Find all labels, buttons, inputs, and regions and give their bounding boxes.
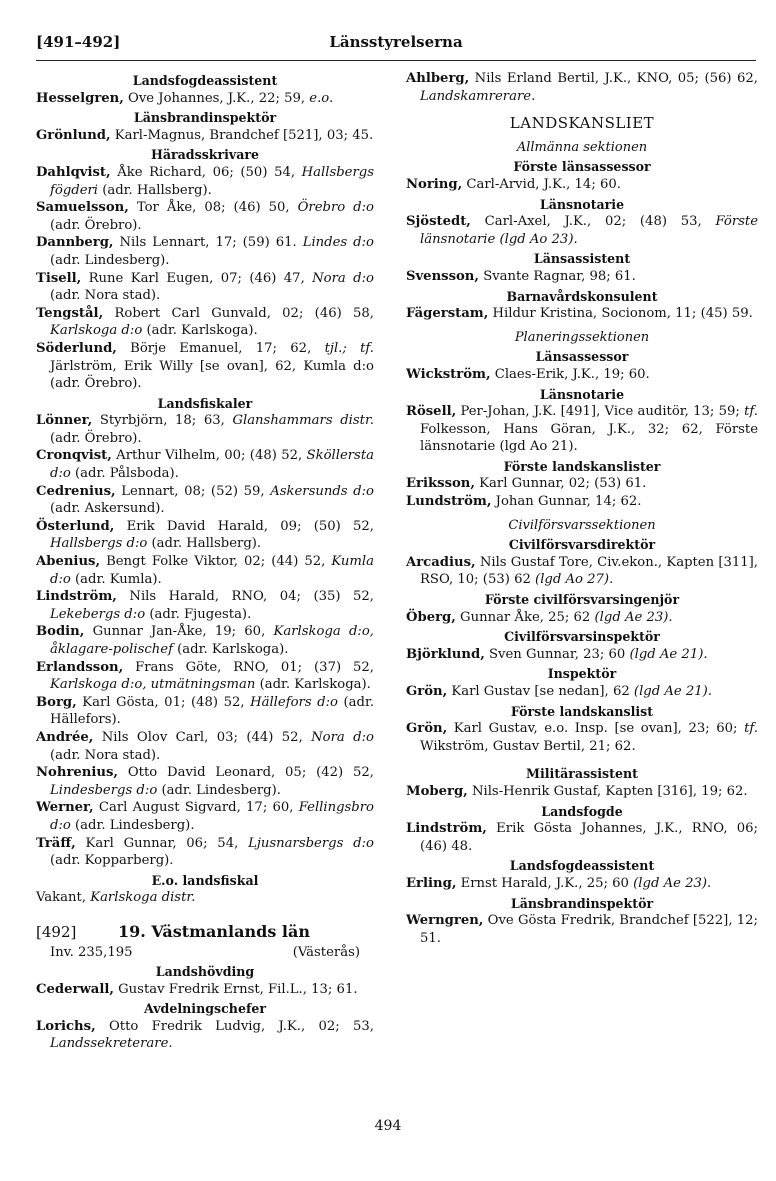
entry-name: Lindström,	[36, 589, 117, 605]
entry-name: Nohrenius,	[36, 765, 118, 781]
entry-italic: Kumla d:o	[50, 554, 374, 587]
entry-text: Robert Carl Gunvald, 02; (46) 58,	[103, 305, 374, 321]
entry-italic: Karlskoga d:o	[50, 323, 143, 339]
entry-text: Ove Johannes, J.K., 22; 59,	[123, 90, 310, 106]
position-heading: Förste civilförsvarsingenjör	[484, 592, 680, 608]
entry-text: Erik David Harald, 09; (50) 52,	[114, 518, 374, 534]
entry-name: Träff,	[36, 835, 76, 851]
entry-tail: (adr. Nora stad).	[50, 288, 161, 304]
entry	[36, 799, 374, 834]
section-subheading: Planeringssektionen	[514, 329, 650, 345]
position-heading: Landsfogdeassistent	[509, 858, 655, 874]
entry-name: Werngren,	[406, 913, 484, 929]
entry-italic: Lindes d:o	[302, 235, 375, 251]
position-heading: Inspektör	[547, 666, 617, 682]
entry-tail: Folkesson, Hans Göran, J.K., 32; 62, Förste länsnotarie (lgd Ao 21).	[420, 421, 758, 455]
entry-italic: Landssekreterare.	[50, 1036, 173, 1052]
position-heading: Landshövding	[155, 964, 255, 980]
entry-italic: (lgd Ae 21).	[629, 646, 708, 662]
running-header	[36, 30, 756, 58]
entry-text: Styrbjörn, 18; 63,	[92, 413, 233, 429]
section-title: 19. Västmanlands län	[118, 921, 310, 941]
entry-name: Samuelsson,	[36, 200, 129, 216]
section-subheading: Allmänna sektionen	[516, 139, 648, 155]
entry	[406, 912, 758, 947]
entry-text: Gustav Fredrik Ernst, Fil.L., 13; 61.	[113, 981, 358, 997]
entry	[36, 412, 374, 447]
entry-italic: Förste länsnotarie (lgd Ao 23).	[420, 214, 758, 247]
header-title: Länsstyrelserna	[329, 33, 463, 51]
entry-tail: (adr. Karlskoga).	[255, 677, 371, 693]
entry	[36, 553, 374, 588]
position-heading: Civilförsvarsinspektör	[504, 629, 660, 645]
position-heading: Barnavårdskonsulent	[506, 288, 658, 304]
entry-name: Cederwall,	[36, 981, 114, 997]
entry-tail: (adr. Örebro).	[50, 430, 142, 446]
entry-text: Ove Gösta Fredrik, Brandchef [522], 12; 51.	[420, 913, 758, 946]
entry-tail: (adr. Hallsberg).	[98, 182, 212, 198]
entry	[406, 493, 758, 511]
left-column	[36, 70, 374, 1053]
entry-name: Svensson,	[406, 268, 479, 284]
entry-name: Lundström,	[406, 494, 492, 510]
position-heading: Landsfogde	[541, 803, 623, 819]
entry-italic: tf.	[744, 404, 758, 420]
entry-name: Erlandsson,	[36, 659, 124, 675]
entry-text: Karl Gustav, e.o. Insp. [se ovan], 23; 60;	[447, 721, 745, 737]
entry	[36, 764, 374, 799]
entry	[36, 981, 374, 999]
entry	[36, 270, 374, 305]
entry-italic: Askersunds d:o	[270, 483, 374, 499]
entry-name: Sjöstedt,	[406, 214, 471, 230]
entry	[36, 483, 374, 518]
entry-tail: Järlström, Erik Willy [se ovan], 62, Kumla d:o (adr. Örebro).	[50, 358, 374, 392]
entry-name: Andrée,	[36, 729, 94, 745]
entry-name: Arcadius,	[406, 554, 476, 570]
entry-text: Åke Richard, 06; (50) 54,	[110, 164, 302, 180]
entry-text: Karl Gösta, 01; (48) 52,	[76, 694, 251, 710]
entry	[36, 90, 374, 108]
entry-text: Johan Gunnar, 14; 62.	[491, 494, 642, 510]
entry	[406, 475, 758, 493]
entry-name: Tisell,	[36, 270, 82, 286]
entry-text: Karl Gunnar, 06; 54,	[75, 835, 249, 851]
entry-text: Karl-Magnus, Brandchef [521], 03; 45.	[110, 127, 374, 143]
entry-tail: (adr. Örebro).	[50, 217, 142, 233]
entry-tail: Wikström, Gustav Bertil, 21; 62.	[420, 738, 636, 754]
entry	[36, 623, 374, 658]
entry-italic: Hallsbergs fögderi	[50, 164, 374, 198]
position-heading: Häradsskrivare	[150, 147, 260, 163]
entry-name: Dahlqvist,	[36, 164, 111, 180]
position-heading: Länsbrandinspektör	[510, 895, 654, 911]
entry-italic: Lindesbergs d:o	[50, 782, 158, 798]
entry	[36, 659, 374, 694]
position-heading: Landsfiskaler	[157, 395, 253, 411]
entry-italic: Hällefors d:o	[250, 694, 338, 710]
entry-text: Bengt Folke Viktor, 02; (44) 52,	[100, 554, 332, 570]
inventory-count: Inv. 235,195	[50, 944, 133, 960]
entry	[36, 164, 374, 199]
entry-text: Börje Emanuel, 17; 62,	[116, 340, 325, 356]
entry-name: Björklund,	[406, 646, 485, 662]
entry-text: Otto Fredrik Ludvig, J.K., 02; 53,	[95, 1018, 374, 1034]
entry	[36, 694, 374, 729]
position-heading: Civilförsvarsdirektör	[508, 537, 656, 553]
position-heading: Länsnotarie	[539, 386, 625, 402]
position-heading: Länsnotarie	[539, 196, 625, 212]
right-column	[406, 70, 758, 947]
entry	[36, 340, 374, 393]
entry-italic: Hallsbergs d:o	[50, 536, 148, 552]
entry-text: Nils Gustaf Tore, Civ.ekon., Kapten [311], RSO, 10; (53) 62	[420, 554, 758, 588]
entry-italic: Karlskoga d:o, åklagare-polischef	[50, 624, 375, 657]
entry-name: Lönner,	[36, 413, 93, 429]
entry	[406, 646, 758, 664]
section-gap	[406, 755, 758, 763]
page-number: 494	[374, 1118, 402, 1134]
entry-name: Rösell,	[406, 404, 457, 420]
position-heading: Länsassessor	[535, 349, 629, 365]
landskansliet-heading: LANDSKANSLIET	[509, 114, 655, 133]
entry-name: Öberg,	[406, 609, 456, 625]
entry-name: Eriksson,	[406, 476, 475, 492]
entry	[36, 835, 374, 870]
entry-text: Carl-Arvid, J.K., 14; 60.	[462, 176, 621, 192]
entry-italic: Landskamrerare.	[420, 88, 536, 104]
entry-name: Cedrenius,	[36, 483, 116, 499]
entry-text: Karl Gunnar, 02; (53) 61.	[474, 476, 647, 492]
entry-text: Svante Ragnar, 98; 61.	[479, 268, 636, 284]
entry-italic: Glanshammars distr.	[232, 413, 375, 429]
entry	[36, 889, 374, 907]
entry-tail: (adr. Pålsboda).	[70, 466, 179, 482]
entry	[406, 268, 758, 286]
entry-text: Nils Olov Carl, 03; (44) 52,	[93, 729, 312, 745]
entry	[406, 609, 758, 627]
entry	[406, 875, 758, 893]
entry-name: Lindström,	[406, 821, 487, 837]
entry-text: Erik Gösta Johannes, J.K., RNO, 06; (46) 48.	[420, 821, 758, 854]
entry-name: Wickström,	[406, 366, 491, 382]
entry-name: Noring,	[406, 176, 463, 192]
entry-name: Cronqvist,	[36, 448, 112, 464]
entry	[406, 783, 758, 801]
position-heading: Avdelningschefer	[143, 1001, 267, 1017]
entry-italic: Sköllersta d:o	[50, 448, 374, 482]
entry-tail: (adr. Lindesberg).	[50, 252, 170, 268]
entry-text: Hildur Kristina, Socionom, 11; (45) 59.	[488, 306, 753, 322]
entry-text: Per-Johan, J.K. [491], Vice auditör, 13; 59;	[456, 404, 745, 420]
entry-text: Carl August Sigvard, 17; 60,	[93, 800, 299, 816]
entry-tail: (adr. Askersund).	[50, 501, 165, 517]
entry-name: Fägerstam,	[406, 306, 489, 322]
entry-name: Bodin,	[36, 624, 85, 640]
position-heading: Förste landskanslister	[503, 458, 661, 474]
entry	[406, 820, 758, 855]
entry-tail: (adr. Karlskoga).	[172, 642, 289, 657]
entry-italic: (lgd Ae 23).	[594, 609, 673, 625]
entry-name: Lorichs,	[36, 1018, 96, 1034]
entry-name: Moberg,	[406, 783, 468, 799]
page-range: [491–492]	[36, 33, 121, 51]
entry	[36, 199, 374, 234]
entry-text: Otto David Leonard, 05; (42) 52,	[117, 765, 374, 781]
entry-italic: tf.	[744, 721, 758, 737]
entry-tail: (adr. Nora stad).	[50, 747, 161, 763]
inventory-row	[36, 944, 374, 962]
entry	[406, 70, 758, 105]
entry-name: Söderlund,	[36, 340, 117, 356]
position-heading: Militärassistent	[526, 766, 638, 782]
entry-italic: Lekebergs d:o	[50, 606, 146, 622]
entry-italic: (lgd Ao 27).	[535, 572, 614, 588]
section-city: (Västerås)	[292, 944, 360, 960]
header-rule	[36, 60, 756, 61]
section-heading	[36, 923, 374, 942]
position-heading: Landsfogdeassistent	[132, 73, 278, 88]
entry-name: Österlund,	[36, 518, 115, 534]
entry-text: Rune Karl Eugen, 07; (46) 47,	[81, 270, 313, 286]
entry-text: Claes-Erik, J.K., 19; 60.	[490, 366, 650, 382]
entry-name: Tengstål,	[36, 305, 104, 321]
entry-text: Nils Harald, RNO, 04; (35) 52,	[116, 589, 374, 605]
entry-tail: (adr. Hallsberg).	[147, 536, 262, 552]
position-heading: Länsbrandinspektör	[133, 110, 277, 126]
entry	[406, 213, 758, 248]
entry-text: Frans Göte, RNO, 01; (37) 52,	[123, 659, 374, 675]
entry-tail: (adr. Lindesberg).	[157, 782, 281, 798]
entry	[36, 518, 374, 553]
entry-text: Ernst Harald, J.K., 25; 60	[456, 875, 634, 891]
entry-tail: (adr. Fjugesta).	[145, 606, 252, 622]
entry-italic: Fellingsbro d:o	[50, 800, 374, 833]
entry	[36, 305, 374, 340]
entry-italic: Ljusnarsbergs d:o	[248, 835, 374, 851]
position-heading: Förste landskanslist	[510, 703, 654, 719]
entry-name: Grön,	[406, 721, 448, 737]
entry-text: Vakant,	[36, 890, 91, 906]
entry-text: Nils-Henrik Gustaf, Kapten [316], 19; 62.	[467, 783, 748, 799]
entry-italic: e.o.	[309, 90, 334, 106]
position-heading: E.o. landsfiskal	[151, 872, 259, 888]
entry-text: Gunnar Jan-Åke, 19; 60,	[84, 624, 274, 640]
entry-tail: (adr. Kopparberg).	[50, 853, 174, 869]
entry	[36, 127, 374, 145]
entry-italic: Karlskoga d:o, utmätningsman	[50, 677, 256, 693]
entry-name: Ahlberg,	[406, 71, 470, 86]
entry-text: Arthur Vilhelm, 00; (48) 52,	[111, 448, 307, 464]
entry-text: Karl Gustav [se nedan], 62	[447, 684, 634, 699]
entry-name: Abenius,	[36, 554, 101, 570]
entry-name: Werner,	[36, 800, 94, 816]
entry-italic: Karlskoga distr.	[90, 890, 196, 906]
section-subheading: Civilförsvarssektionen	[508, 517, 656, 533]
position-heading: Länsassistent	[533, 251, 631, 267]
entry-text: Nils Erland Bertil, J.K., KNO, 05; (56) 62,	[469, 71, 758, 86]
entry-tail: (adr. Karlskoga).	[142, 323, 258, 339]
entry-text: Nils Lennart, 17; (59) 61.	[113, 235, 303, 251]
entry	[406, 176, 758, 194]
entry-text: Lennart, 08; (52) 59,	[115, 483, 271, 499]
entry-text: Gunnar Åke, 25; 62	[455, 609, 595, 625]
entry-name: Borg,	[36, 694, 77, 710]
entry	[406, 305, 758, 323]
entry-tail: (adr. Kumla).	[70, 571, 162, 587]
entry	[36, 234, 374, 269]
position-heading: Förste länsassessor	[513, 159, 651, 175]
entry-italic: Nora d:o	[312, 270, 374, 286]
entry-text: Tor Åke, 08; (46) 50,	[128, 200, 298, 216]
entry-italic: tjl.; tf.	[324, 340, 374, 356]
entry	[406, 554, 758, 589]
entry-name: Grön,	[406, 684, 448, 699]
entry	[406, 720, 758, 755]
entry-tail: (adr. Lindesberg).	[70, 817, 195, 833]
entry-text: Carl-Axel, J.K., 02; (48) 53,	[470, 214, 716, 230]
entry	[36, 729, 374, 764]
entry	[36, 1018, 374, 1053]
entry-italic: (lgd Ae 23).	[633, 875, 712, 891]
entry-name: Dannberg,	[36, 235, 114, 251]
entry-name: Hesselgren,	[36, 90, 124, 106]
entry-tail: (adr. Hällefors).	[50, 694, 375, 728]
entry-italic: Nora d:o	[311, 729, 374, 745]
entry-italic: (lgd Ae 21).	[633, 684, 712, 699]
entry-name: Grönlund,	[36, 127, 111, 143]
entry	[406, 366, 758, 384]
entry-text: Sven Gunnar, 23; 60	[484, 646, 630, 662]
entry	[36, 588, 374, 623]
entry-name: Erling,	[406, 875, 457, 891]
entry-italic: Örebro d:o	[297, 200, 374, 216]
section-number: [492]	[36, 922, 77, 941]
entry	[406, 683, 758, 701]
entry	[36, 447, 374, 482]
entry	[406, 403, 758, 456]
